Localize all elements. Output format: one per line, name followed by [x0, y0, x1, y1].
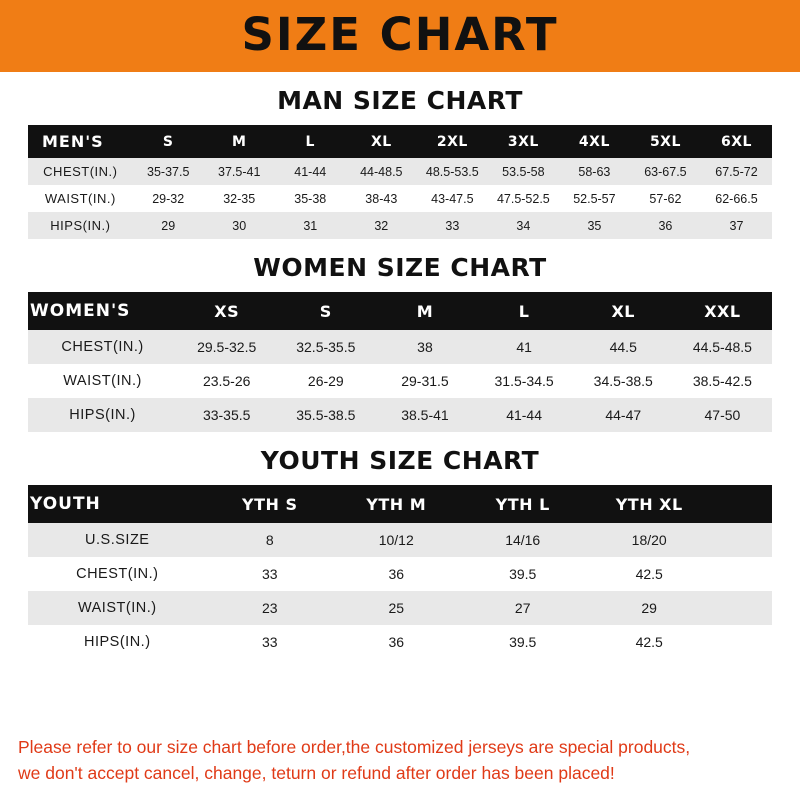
- youth-row1-cell-1: 36: [333, 557, 459, 591]
- table-header-row: [28, 292, 772, 330]
- man-section-title: MAN SIZE CHART: [277, 86, 523, 115]
- women-row1-cell-0: 23.5-26: [177, 364, 276, 398]
- table-row: [28, 364, 772, 398]
- man-header-cell-4: XL: [346, 125, 417, 158]
- man-section: [0, 72, 800, 239]
- banner-left-accent: [0, 0, 34, 72]
- man-header-cell-1: S: [133, 125, 204, 158]
- table-row: [28, 185, 772, 212]
- women-section-title: WOMEN SIZE CHART: [253, 253, 547, 282]
- table-row: [28, 212, 772, 239]
- table-row: [28, 330, 772, 364]
- man-row1-cell-3: 38-43: [346, 185, 417, 212]
- man-row0-cell-8: 67.5-72: [701, 158, 772, 185]
- man-header-cell-6: 3XL: [488, 125, 559, 158]
- man-row0-cell-6: 58-63: [559, 158, 630, 185]
- man-row1-cell-4: 43-47.5: [417, 185, 488, 212]
- man-row2-cell-8: 37: [701, 212, 772, 239]
- table-row: [28, 523, 772, 557]
- youth-row0-cell-1: 10/12: [333, 523, 459, 557]
- women-row0-cell-4: 44.5: [574, 330, 673, 364]
- table-row: [28, 158, 772, 185]
- man-row2-cell-5: 34: [488, 212, 559, 239]
- youth-row2-cell-2: 27: [459, 591, 585, 625]
- women-table-body: [28, 330, 772, 432]
- youth-row0-cell-0: 8: [207, 523, 333, 557]
- youth-row1-cell-0: 33: [207, 557, 333, 591]
- youth-row2-cell-0: 23: [207, 591, 333, 625]
- man-row0-cell-5: 53.5-58: [488, 158, 559, 185]
- man-size-table: [28, 125, 772, 239]
- man-row1-cell-2: 35-38: [275, 185, 346, 212]
- youth-section: [0, 432, 800, 659]
- man-table-body: [28, 158, 772, 239]
- man-row1-cell-8: 62-66.5: [701, 185, 772, 212]
- youth-row2-cell-spacer: [712, 591, 772, 625]
- women-table-head: [28, 292, 772, 330]
- man-row0-label: CHEST(IN.): [28, 158, 133, 185]
- women-size-table: [28, 292, 772, 432]
- youth-size-table: [28, 485, 772, 659]
- man-row2-cell-3: 32: [346, 212, 417, 239]
- man-row1-cell-6: 52.5-57: [559, 185, 630, 212]
- women-row2-cell-1: 35.5-38.5: [276, 398, 375, 432]
- man-row1-cell-5: 47.5-52.5: [488, 185, 559, 212]
- youth-row1-cell-3: 42.5: [586, 557, 712, 591]
- women-row2-cell-0: 33-35.5: [177, 398, 276, 432]
- women-row0-cell-0: 29.5-32.5: [177, 330, 276, 364]
- man-header-cell-3: L: [275, 125, 346, 158]
- table-header-row: [28, 125, 772, 158]
- youth-header-cell-spacer: [712, 485, 772, 523]
- youth-row0-label: U.S.SIZE: [28, 523, 207, 557]
- man-row0-cell-2: 41-44: [275, 158, 346, 185]
- man-row0-cell-3: 44-48.5: [346, 158, 417, 185]
- youth-header-cell-2: YTH M: [333, 485, 459, 523]
- women-header-cell-2: S: [276, 292, 375, 330]
- women-header-cell-5: XL: [574, 292, 673, 330]
- youth-header-cell-4: YTH XL: [586, 485, 712, 523]
- youth-header-cell-0: YOUTH: [28, 485, 207, 523]
- youth-row1-cell-2: 39.5: [459, 557, 585, 591]
- youth-row2-label: WAIST(IN.): [28, 591, 207, 625]
- man-row1-label: WAIST(IN.): [28, 185, 133, 212]
- youth-row3-label: HIPS(IN.): [28, 625, 207, 659]
- man-row0-cell-7: 63-67.5: [630, 158, 701, 185]
- women-section: [0, 239, 800, 432]
- youth-table-body: [28, 523, 772, 659]
- women-row1-cell-5: 38.5-42.5: [673, 364, 772, 398]
- women-row2-cell-4: 44-47: [574, 398, 673, 432]
- man-header-cell-5: 2XL: [417, 125, 488, 158]
- youth-row1-cell-spacer: [712, 557, 772, 591]
- youth-row3-cell-spacer: [712, 625, 772, 659]
- footer-note: [0, 725, 800, 800]
- man-row1-cell-7: 57-62: [630, 185, 701, 212]
- man-row1-cell-1: 32-35: [204, 185, 275, 212]
- man-row2-cell-1: 30: [204, 212, 275, 239]
- youth-row1-label: CHEST(IN.): [28, 557, 207, 591]
- man-row2-cell-2: 31: [275, 212, 346, 239]
- table-row: [28, 557, 772, 591]
- women-row2-cell-2: 38.5-41: [375, 398, 474, 432]
- women-row2-cell-5: 47-50: [673, 398, 772, 432]
- header-banner: [0, 0, 800, 72]
- youth-header-cell-1: YTH S: [207, 485, 333, 523]
- man-row2-cell-7: 36: [630, 212, 701, 239]
- youth-row3-cell-3: 42.5: [586, 625, 712, 659]
- youth-section-title: YOUTH SIZE CHART: [260, 446, 540, 475]
- man-header-cell-2: M: [204, 125, 275, 158]
- youth-row3-cell-1: 36: [333, 625, 459, 659]
- women-row0-cell-2: 38: [375, 330, 474, 364]
- man-row2-cell-6: 35: [559, 212, 630, 239]
- man-row2-cell-0: 29: [133, 212, 204, 239]
- youth-row3-cell-0: 33: [207, 625, 333, 659]
- youth-row2-cell-1: 25: [333, 591, 459, 625]
- table-header-row: [28, 485, 772, 523]
- youth-row2-cell-3: 29: [586, 591, 712, 625]
- women-header-cell-1: XS: [177, 292, 276, 330]
- women-row2-label: HIPS(IN.): [28, 398, 177, 432]
- women-row0-label: CHEST(IN.): [28, 330, 177, 364]
- page-title: SIZE CHART: [241, 7, 559, 61]
- women-header-cell-3: M: [375, 292, 474, 330]
- women-row1-label: WAIST(IN.): [28, 364, 177, 398]
- man-row0-cell-0: 35-37.5: [133, 158, 204, 185]
- man-header-cell-7: 4XL: [559, 125, 630, 158]
- man-row2-label: HIPS(IN.): [28, 212, 133, 239]
- women-row1-cell-4: 34.5-38.5: [574, 364, 673, 398]
- women-row0-cell-1: 32.5-35.5: [276, 330, 375, 364]
- table-row: [28, 625, 772, 659]
- women-row1-cell-1: 26-29: [276, 364, 375, 398]
- footer-note-line-1: Please refer to our size chart before order,the customized jerseys are special products,: [18, 737, 691, 758]
- man-row0-cell-1: 37.5-41: [204, 158, 275, 185]
- women-row1-cell-3: 31.5-34.5: [475, 364, 574, 398]
- man-header-cell-8: 5XL: [630, 125, 701, 158]
- man-table-head: [28, 125, 772, 158]
- footer-note-line-2: we don't accept cancel, change, teturn or refund after order has been placed!: [18, 762, 615, 783]
- youth-row0-cell-2: 14/16: [459, 523, 585, 557]
- women-header-cell-0: WOMEN'S: [28, 292, 177, 330]
- youth-row0-cell-3: 18/20: [586, 523, 712, 557]
- women-row2-cell-3: 41-44: [475, 398, 574, 432]
- banner-right-accent: [766, 0, 800, 72]
- women-header-cell-6: XXL: [673, 292, 772, 330]
- table-row: [28, 591, 772, 625]
- women-row0-cell-5: 44.5-48.5: [673, 330, 772, 364]
- man-header-cell-0: MEN'S: [28, 125, 133, 158]
- man-header-cell-9: 6XL: [701, 125, 772, 158]
- women-row1-cell-2: 29-31.5: [375, 364, 474, 398]
- women-header-cell-4: L: [475, 292, 574, 330]
- banner-center: [34, 0, 766, 72]
- youth-table-head: [28, 485, 772, 523]
- table-row: [28, 398, 772, 432]
- women-row0-cell-3: 41: [475, 330, 574, 364]
- youth-row0-cell-spacer: [712, 523, 772, 557]
- man-row2-cell-4: 33: [417, 212, 488, 239]
- man-row0-cell-4: 48.5-53.5: [417, 158, 488, 185]
- man-row1-cell-0: 29-32: [133, 185, 204, 212]
- youth-row3-cell-2: 39.5: [459, 625, 585, 659]
- youth-header-cell-3: YTH L: [459, 485, 585, 523]
